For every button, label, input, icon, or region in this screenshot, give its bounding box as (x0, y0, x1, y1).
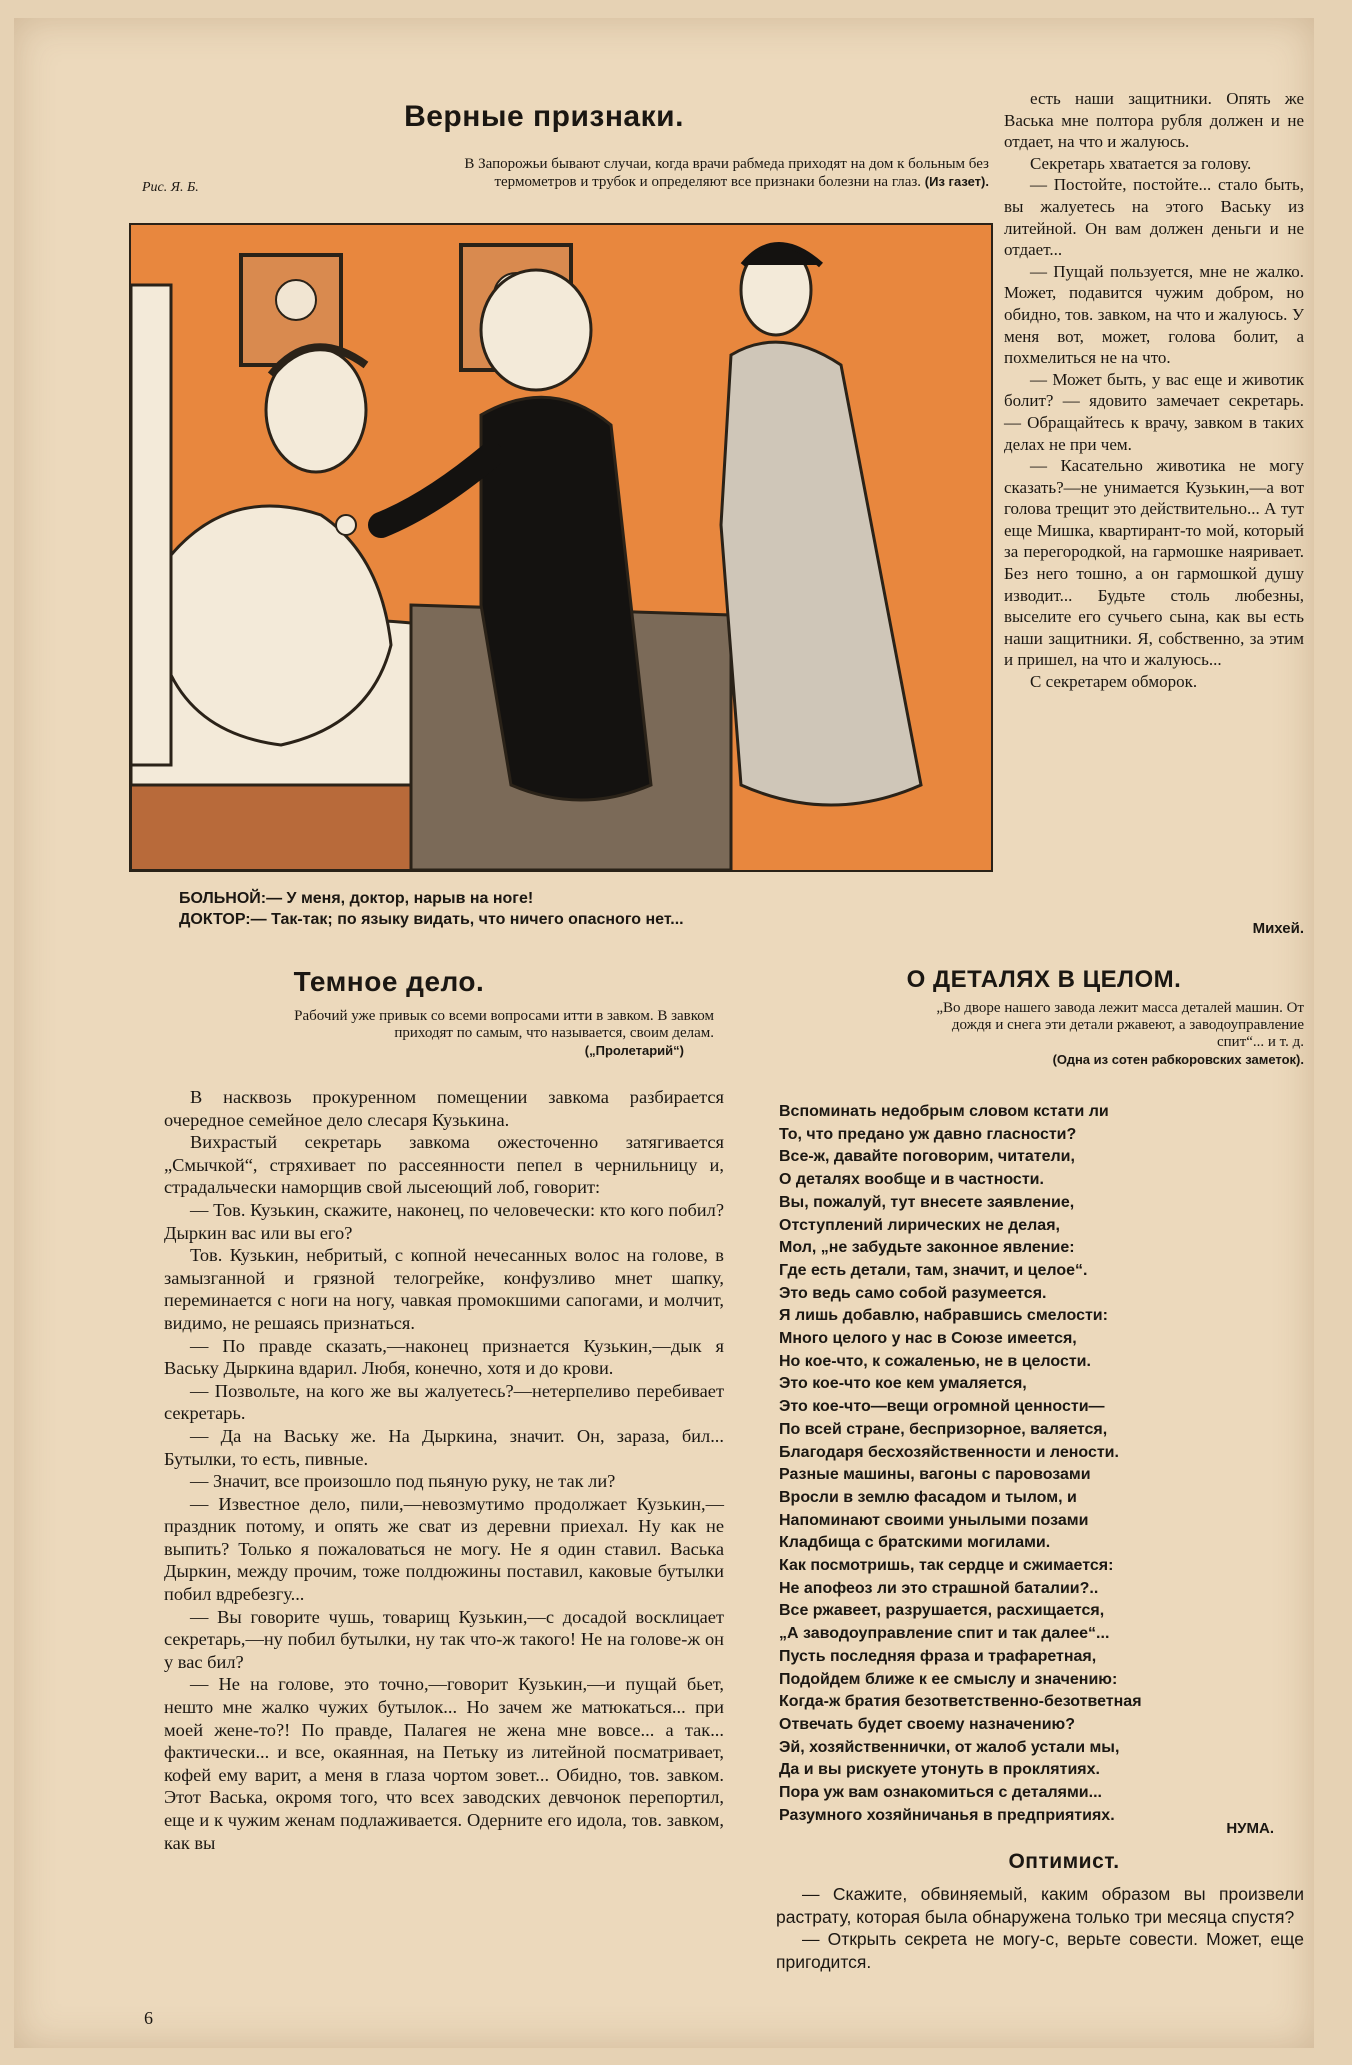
poem-line: Вспоминать недобрым словом кстати ли (779, 1103, 1109, 1120)
article1-title: Верные признаки. (404, 100, 684, 133)
article2-title: Темное дело. (293, 966, 485, 997)
caption-doctor-line: ДОКТОР:— Так-так; по языку видать, что ничего опасного нет... (179, 911, 684, 928)
article2-paragraph: — Значит, все произошло под пьяную руку, не так ли? (190, 1471, 616, 1492)
continuation-paragraph: есть наши защитники. Опять же Васька мне полтора рубля должен и не отдает, на что и жалуюсь. (1004, 89, 1304, 152)
article2-epigraph-source: („Пролетарий“) (584, 1043, 684, 1058)
article2-paragraph: Тов. Кузькин, небритый, с копной нечесанных волос на голове, в замызганной и грязной телогрейке, конфузливо мнет шапку, переминается с ноги на ногу, чавкая промокшими сапогами, и молчит, видимо, не решаясь признаться. (164, 1245, 724, 1333)
poem-line: Разные машины, вагоны с паровозами (779, 1466, 1091, 1484)
article1-epigraph-source: (Из газет). (924, 174, 989, 189)
poem-line: Мол, „не забудьте законное явление: (779, 1239, 1075, 1257)
poem-line: Не апофеоз ли это страшной баталии?.. (779, 1579, 1099, 1597)
continuation-signature: Михей. (1252, 920, 1304, 937)
article1-epigraph-text: В Запорожьи бывают случаи, когда врачи рабмеда приходят на дом к больным без термометров и трубок и определяют все признаки болезни на глаз. (464, 156, 989, 190)
poem-line: Но кое-что, к сожаленью, не в целости. (779, 1352, 1091, 1370)
article3-epigraph-text: „Во дворе нашего завода лежит масса деталей машин. От дождя и снега эти детали ржавеют, а заводоуправление спит“... и т. д. (936, 1000, 1304, 1050)
poem-line: Это ведь само собой разумеется. (779, 1284, 1047, 1302)
article2-epigraph-text: Рабочий уже привык со всеми вопросами итти в завком. В завком приходят по самым, что называется, своим делам. (294, 1008, 714, 1041)
article1-epigraph (444, 156, 989, 191)
poem-line: Пусть последняя фраза и трафаретная, (779, 1647, 1097, 1665)
article2-paragraph: — Позвольте, на кого же вы жалуетесь?—нетерпеливо перебивает секретарь. (164, 1380, 724, 1424)
continuation-column (1004, 88, 1304, 693)
article2-paragraph: — Известное дело, пили,—невозмутимо продолжает Кузькин,—праздник потому, и опять же сват из деревни приехал. Ну как не выпить? Только я пожаловаться не могу. Не я один ставил. Васька Дыркин, между прочим, тоже полдюжины поставил, каковые бутылки побил вдребезгу... (164, 1493, 724, 1605)
article4-body (776, 1883, 1304, 1973)
poem-line: „А заводоуправление спит и так далее“... (779, 1625, 1110, 1643)
poem-line: То, что предано уж давно гласности? (779, 1125, 1077, 1143)
article2-paragraph: — Да на Ваську же. На Дыркина, значит. Он, зараза, бил... Бутылки, то есть, пивные. (164, 1425, 724, 1469)
article2-paragraph: — По правде сказать,—наконец признается Кузькин,—дык я Ваську Дыркина вдарил. Любя, конечно, хотя и до крови. (164, 1335, 724, 1379)
article3-signature: НУМА. (1226, 1820, 1274, 1837)
article2-paragraph: В насквозь прокуренном помещении завкома разбирается очередное семейное дело слесаря Кузькина. (164, 1087, 724, 1130)
poem-line: По всей стране, беспризорное, валяется, (779, 1420, 1108, 1438)
poem-line: Эй, хозяйственнички, от жалоб устали мы, (779, 1738, 1120, 1756)
poem-line: Я лишь добавлю, набравшись смелости: (779, 1307, 1108, 1325)
article2-paragraph: — Не на голове, это точно,—говорит Кузькин,—и пущай бьет, нешто мне жалко чужих бутылок... Но зачем же матюкаться... при моей жене-то?! По правде, Палагея не жена мне вовсе... а так... фактически... и все, окаянная, на Петьку из литейной посматривает, кофей ему варит, а меня в глаза чортом зовет... Обидно, тов. завком. Этот Васька, окромя того, что всех заводских девчонок перепортил, еще и к чужим женам подлаживается. Одерните его идола, тов. завком, как вы (164, 1674, 724, 1853)
poem-line: Вросли в землю фасадом и тылом, и (779, 1488, 1077, 1506)
article2-paragraph: — Вы говорите чушь, товарищ Кузькин,—с досадой восклицает секретарь,—ну побил бутылки, ну так что-ж такого! Не на голове-ж он у вас бил? (164, 1606, 724, 1672)
article2-epigraph (274, 1008, 714, 1059)
caption-patient-line: БОЛЬНОЙ:— У меня, доктор, нарыв на ноге! (179, 890, 534, 907)
article3-epigraph (934, 1000, 1304, 1068)
cartoon-illustration (129, 223, 993, 872)
poem-line: Где есть детали, там, значит, и целое“. (779, 1261, 1088, 1279)
poem-line: Напоминают своими унылыми позами (779, 1511, 1089, 1529)
continuation-paragraph: — Касательно животика не могу сказать?—не унимается Кузькин,—а вот голова трещит это действительно... А тут еще Мишка, квартирант-то мой, который за перегородкой, на гармошке наяривает. Без него тошно, а он гармошкой душу изводит... Будьте столь любезны, выселите его сучьего сына, как вы есть наши защитники. Я, собственно, за этим и пришел, на что и жалуюсь... (1004, 456, 1304, 670)
article3-title: О ДЕТАЛЯХ В ЦЕЛОМ. (906, 966, 1182, 993)
article2-paragraph: — Тов. Кузькин, скажите, наконец, по человечески: кто кого побил? Дыркин вас или вы его? (164, 1199, 724, 1243)
poem-line: Все ржавеет, разрушается, расхищается, (779, 1602, 1105, 1620)
poem-line: О деталях вообще и в частности. (779, 1171, 1044, 1189)
poem-line: Благодаря бесхозяйственности и лености. (779, 1443, 1119, 1461)
continuation-paragraph: С секретарем обморок. (1030, 672, 1198, 692)
page-number: 6 (144, 2008, 153, 2028)
poem-line: Да и вы рискуете утонуть в проклятиях. (779, 1761, 1100, 1779)
cartoon-caption (179, 888, 979, 930)
poem-line: Это кое-что—вещи огромной ценности— (779, 1398, 1105, 1416)
poem-line: Вы, пожалуй, тут внесете заявление, (779, 1193, 1075, 1211)
article2-paragraph: Вихрастый секретарь завкома ожесточенно затягивается „Смычкой“, стряхивает по рассеянности пепел в чернильницу и, страдальчески наморщив свой лысеющий лоб, говорит: (164, 1132, 724, 1198)
poem-line: Разумного хозяйничанья в предприятиях. (779, 1806, 1115, 1824)
article4-paragraph: — Открыть секрета не могу-с, верьте совести. Может, еще пригодится. (776, 1929, 1304, 1972)
poem-line: Отступлений лирических не делая, (779, 1216, 1060, 1234)
artist-credit: Рис. Я. Б. (142, 180, 199, 195)
poem-line: Пора уж вам ознакомиться с деталями... (779, 1784, 1102, 1802)
article2-body (164, 1086, 724, 1854)
poem-line: Все-ж, давайте поговорим, читатели, (779, 1148, 1075, 1166)
poem-line: Это кое-что кое кем умаляется, (779, 1375, 1027, 1393)
continuation-paragraph: — Постойте, постойте... стало быть, вы жалуетесь на этого Ваську из литейной. Он вам должен деньги и не отдает... (1004, 175, 1304, 260)
poem-line: Много целого у нас в Союзе имеется, (779, 1330, 1077, 1348)
article3-poem (779, 1101, 1299, 1828)
continuation-paragraph: — Может быть, у вас еще и животик болит? — ядовито замечает секретарь. — Обращайтесь к врачу, завком в таких делах не при чем. (1004, 369, 1304, 454)
cartoon-drawing (131, 225, 991, 870)
article4-paragraph: — Скажите, обвиняемый, каким образом вы произвели растрату, которая была обнаружена только три месяца спустя? (776, 1884, 1304, 1927)
poem-line: Как посмотришь, так сердце и сжимается: (779, 1557, 1114, 1575)
continuation-paragraph: Секретарь хватается за голову. (1030, 153, 1252, 173)
continuation-paragraph: — Пущай пользуется, мне не жалко. Может, подавится чужим добром, но обидно, тов. завком, на что и жалуюсь. У меня вот, может, голова болит, а похмелиться не на что. (1004, 261, 1304, 368)
article3-epigraph-source: (Одна из сотен рабкоровских заметок). (1052, 1052, 1304, 1067)
newspaper-page (14, 18, 1314, 2048)
poem-line: Кладбища с братскими могилами. (779, 1534, 1051, 1552)
poem-line: Подойдем ближе к ее смыслу и значению: (779, 1670, 1118, 1688)
poem-line: Отвечать будет своему назначению? (779, 1715, 1075, 1733)
article4-title: Оптимист. (1008, 1850, 1120, 1873)
poem-line: Когда-ж братия безответственно-безответная (779, 1693, 1142, 1711)
